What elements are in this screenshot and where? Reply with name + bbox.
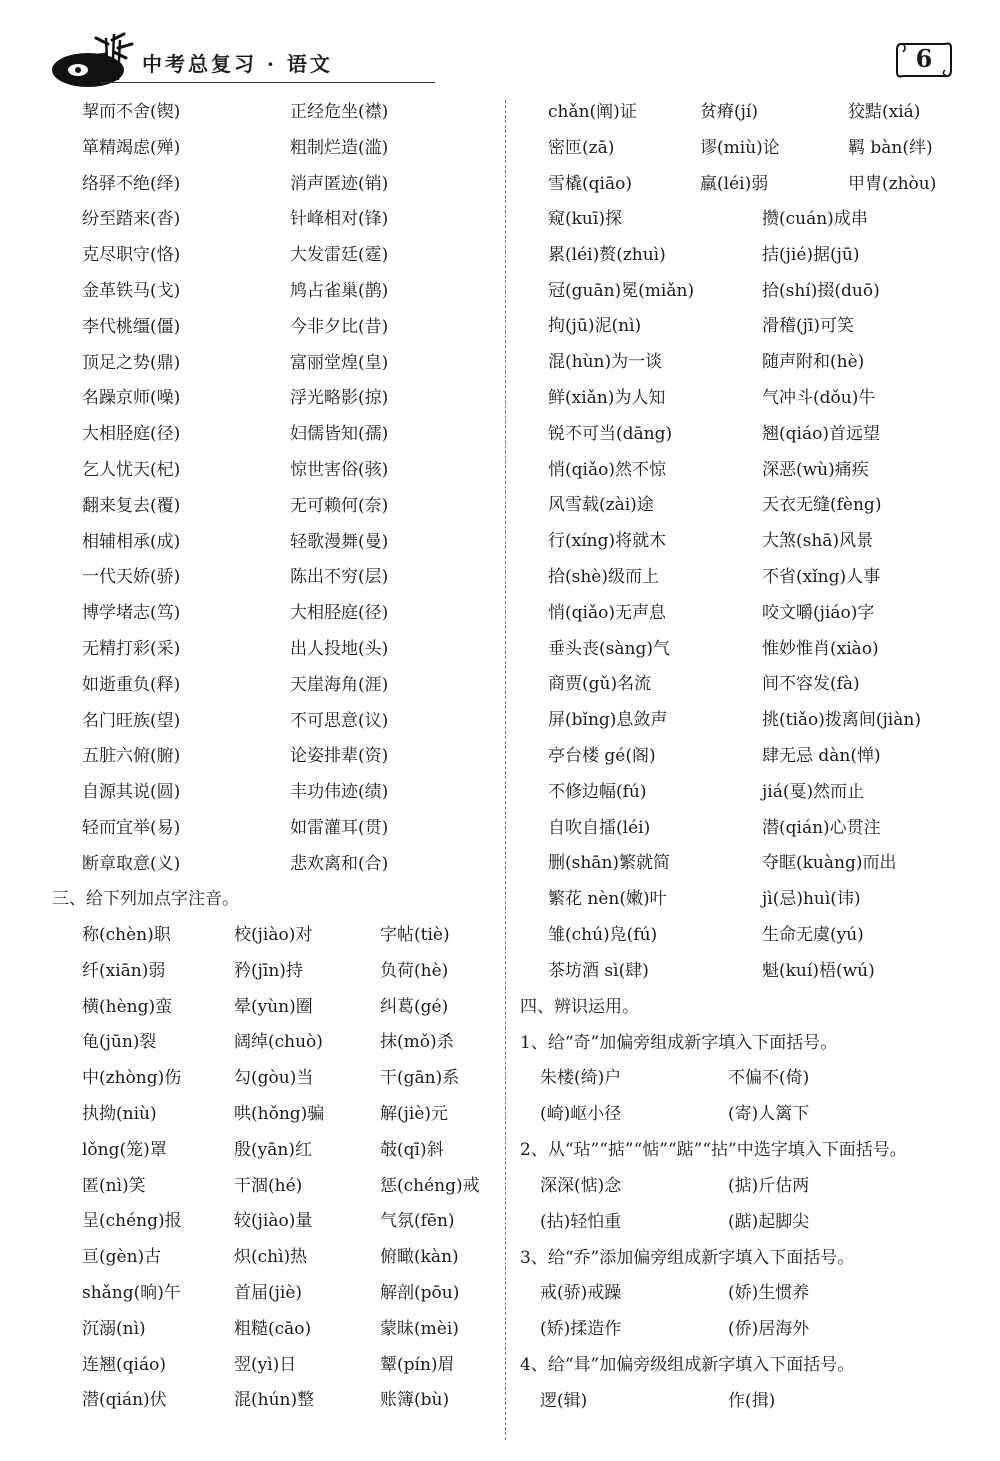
section4-q2: 2、从“玷”“掂”“惦”“踮”“拈”中选字填入下面括号。 <box>520 1140 907 1160</box>
list-item: 行(xíng)将就木 <box>548 531 667 551</box>
header-rule <box>100 82 435 83</box>
list-item: 雏(chú)凫(fú) <box>548 925 658 945</box>
list-item: 如逝重负(释) <box>82 675 181 695</box>
list-item: 轻歌漫舞(曼) <box>290 532 389 552</box>
list-item: 络驿不绝(绎) <box>82 174 181 194</box>
column-divider <box>505 100 506 1440</box>
list-item: lǒng(笼)罩 <box>82 1140 167 1160</box>
list-item: 屏(bǐng)息敛声 <box>548 710 668 730</box>
list-item: 丰功伟迹(绩) <box>290 782 389 802</box>
page-header <box>0 0 1000 95</box>
list-item: 无精打彩(采) <box>82 639 181 659</box>
list-item: 如雷灌耳(贯) <box>290 818 389 838</box>
list-item: 生命无虞(yú) <box>762 925 864 945</box>
list-item: 拾(shí)掇(duō) <box>762 281 880 301</box>
list-item: 戒(骄)戒躁 <box>540 1283 622 1303</box>
list-item: 名躁京师(噪) <box>82 388 181 408</box>
list-item: 颦(pín)眉 <box>380 1355 455 1375</box>
list-item: 逻(辑) <box>540 1391 588 1411</box>
list-item: 商贾(gǔ)名流 <box>548 674 652 694</box>
list-item: 混(hún)整 <box>234 1390 315 1410</box>
list-item: 浮光略影(掠) <box>290 388 389 408</box>
list-item: 首届(jiè) <box>234 1283 303 1303</box>
list-item: 亘(gèn)古 <box>82 1247 162 1267</box>
list-item: 粗制烂造(滥) <box>290 138 389 158</box>
yin-yang-bamboo-logo-icon <box>48 30 138 90</box>
list-item: (崎)岖小径 <box>540 1104 622 1124</box>
list-item: 拘(jū)泥(nì) <box>548 316 642 336</box>
list-item: 夺眶(kuàng)而出 <box>762 853 897 873</box>
list-item: 名门旺族(望) <box>82 711 181 731</box>
list-item: 滑稽(jī)可笑 <box>762 316 854 336</box>
list-item: 俯瞰(kàn) <box>380 1247 459 1267</box>
list-item: 拮(jié)据(jū) <box>762 245 860 265</box>
section4-q4: 4、给“咠”加偏旁级组成新字填入下面括号。 <box>520 1355 855 1375</box>
list-item: 大发雷廷(霆) <box>290 245 389 265</box>
list-item: 潜(qián)心贯注 <box>762 818 881 838</box>
list-item: 妇儒皆知(孺) <box>290 424 389 444</box>
list-item: (掂)斤估两 <box>728 1176 810 1196</box>
list-item: 不修边幅(fú) <box>548 782 647 802</box>
list-item: 炽(chì)热 <box>234 1247 308 1267</box>
list-item: 干涸(hé) <box>234 1176 303 1196</box>
list-item: 拾(shè)级而上 <box>548 567 659 587</box>
list-item: 解(jiè)元 <box>380 1104 449 1124</box>
section3-heading: 三、给下列加点字注音。 <box>52 889 239 909</box>
list-item: 五脏六俯(腑) <box>82 746 181 766</box>
list-item: 负荷(hè) <box>380 961 449 981</box>
list-item: 繁花 nèn(嫩)叶 <box>548 889 667 909</box>
list-item: 矜(jīn)持 <box>234 961 303 981</box>
list-item: 抹(mǒ)杀 <box>380 1032 454 1052</box>
list-item: 羁 bàn(绊) <box>848 138 933 158</box>
list-item: 龟(jūn)裂 <box>82 1032 157 1052</box>
list-item: 风雪载(zài)途 <box>548 495 654 515</box>
page-number: 6 <box>915 44 933 73</box>
list-item: 惟妙惟肖(xiào) <box>762 639 879 659</box>
list-item: 纠葛(gé) <box>380 997 449 1017</box>
list-item: 惊世害俗(骇) <box>290 460 389 480</box>
list-item: 翻来复去(覆) <box>82 496 181 516</box>
list-item: jì(忌)huì(讳) <box>762 889 861 909</box>
list-item: 针峰相对(锋) <box>290 209 389 229</box>
list-item: 朱楼(绮)户 <box>540 1068 622 1088</box>
list-item: 自源其说(圆) <box>82 782 181 802</box>
list-item: 横(hèng)蛮 <box>82 997 173 1017</box>
list-item: (娇)生惯养 <box>728 1283 810 1303</box>
list-item: 解剖(pōu) <box>380 1283 460 1303</box>
list-item: 纤(xiān)弱 <box>82 961 166 981</box>
list-item: 挑(tiǎo)拨离间(jiàn) <box>762 710 921 730</box>
list-item: 咬文嚼(jiáo)字 <box>762 603 875 623</box>
section4-heading: 四、辨识运用。 <box>520 997 639 1017</box>
list-item: 间不容发(fà) <box>762 674 860 694</box>
list-item: 正经危坐(襟) <box>290 102 389 122</box>
list-item: 鲜(xiǎn)为人知 <box>548 388 666 408</box>
list-item: 攲(qī)斜 <box>380 1140 444 1160</box>
list-item: 作(揖) <box>728 1391 776 1411</box>
list-item: 悄(qiǎo)然不惊 <box>548 460 666 480</box>
list-item: 悲欢离和(合) <box>290 854 389 874</box>
list-item: 箪精竭虑(殚) <box>82 138 181 158</box>
list-item: 蒙昧(mèi) <box>380 1319 459 1339</box>
section4-q1: 1、给“奇”加偏旁组成新字填入下面括号。 <box>520 1033 838 1053</box>
list-item: 呈(chéng)报 <box>82 1211 182 1231</box>
list-item: 称(chèn)职 <box>82 925 171 945</box>
list-item: 气冲斗(dǒu)牛 <box>762 388 876 408</box>
list-item: 阔绰(chuò) <box>234 1032 323 1052</box>
list-item: 累(léi)赘(zhuì) <box>548 245 666 265</box>
list-item: 不省(xǐng)人事 <box>762 567 881 587</box>
list-item: 殷(yān)红 <box>234 1140 312 1160</box>
list-item: 沉溺(nì) <box>82 1319 146 1339</box>
list-item: 顶足之势(鼎) <box>82 353 181 373</box>
list-item: 悄(qiǎo)无声息 <box>548 603 666 623</box>
list-item: 窥(kuī)探 <box>548 209 622 229</box>
list-item: 相辅相承(成) <box>82 532 181 552</box>
list-item: 深恶(wù)痛疾 <box>762 460 869 480</box>
list-item: 贫瘠(jí) <box>700 102 758 122</box>
list-item: 气氛(fēn) <box>380 1211 455 1231</box>
list-item: 肆无忌 dàn(惮) <box>762 746 881 766</box>
list-item: 天衣无缝(fèng) <box>762 495 882 515</box>
list-item: (矫)揉造作 <box>540 1319 622 1339</box>
list-item: 校(jiào)对 <box>234 925 313 945</box>
list-item: jiá(戛)然而止 <box>762 782 865 802</box>
list-item: shǎng(晌)午 <box>82 1283 181 1303</box>
list-item: 随声附和(hè) <box>762 352 865 372</box>
list-item: 无可赖何(奈) <box>290 496 389 516</box>
list-item: (寄)人篱下 <box>728 1104 810 1124</box>
list-item: 字帖(tiè) <box>380 925 450 945</box>
list-item: chǎn(阐)证 <box>548 102 637 122</box>
list-item: 一代天娇(骄) <box>82 567 181 587</box>
list-item: 羸(léi)弱 <box>700 174 769 194</box>
list-item: 富丽堂煌(皇) <box>290 353 389 373</box>
list-item: 匿(nì)笑 <box>82 1176 146 1196</box>
list-item: 甲胄(zhòu) <box>848 174 937 194</box>
list-item: 哄(hǒng)骗 <box>234 1104 325 1124</box>
list-item: 雪橇(qiāo) <box>548 174 632 194</box>
list-item: 轻而宜举(易) <box>82 818 181 838</box>
list-item: (侨)居海外 <box>728 1319 810 1339</box>
list-item: 翌(yì)日 <box>234 1355 297 1375</box>
list-item: 亭台楼 gé(阁) <box>548 746 656 766</box>
list-item: 混(hùn)为一谈 <box>548 352 663 372</box>
section4-q3: 3、给“乔”添加偏旁组成新字填入下面括号。 <box>520 1248 855 1268</box>
list-item: 不可思意(议) <box>290 711 389 731</box>
list-item: 魁(kuí)梧(wú) <box>762 961 875 981</box>
list-item: 乞人忧天(杞) <box>82 460 181 480</box>
list-item: 晕(yùn)圈 <box>234 997 313 1017</box>
list-item: 大相胫庭(径) <box>82 424 181 444</box>
list-item: 删(shān)繁就简 <box>548 853 671 873</box>
list-item: 较(jiào)量 <box>234 1211 313 1231</box>
list-item: 论姿排辈(资) <box>290 746 389 766</box>
list-item: 翘(qiáo)首远望 <box>762 424 880 444</box>
list-item: 鸠占雀巢(鹊) <box>290 281 389 301</box>
list-item: 勾(gòu)当 <box>234 1068 314 1088</box>
list-item: 连翘(qiáo) <box>82 1355 166 1375</box>
list-item: 干(gān)系 <box>380 1068 460 1088</box>
list-item: (拈)轻怕重 <box>540 1212 622 1232</box>
list-item: 自吹自擂(léi) <box>548 818 651 838</box>
list-item: (踮)起脚尖 <box>728 1212 810 1232</box>
list-item: 狡黠(xiá) <box>848 102 921 122</box>
list-item: 纷至踏来(沓) <box>82 209 181 229</box>
list-item: 大煞(shā)风景 <box>762 531 874 551</box>
list-item: 今非夕比(昔) <box>290 317 389 337</box>
list-item: 陈出不穷(层) <box>290 567 389 587</box>
list-item: 执拗(niù) <box>82 1104 157 1124</box>
list-item: 冠(guān)冕(miǎn) <box>548 281 695 301</box>
list-item: 克尽职守(恪) <box>82 245 181 265</box>
list-item: 挈而不舍(锲) <box>82 102 181 122</box>
list-item: 密匝(zā) <box>548 138 615 158</box>
list-item: 出人投地(头) <box>290 639 389 659</box>
list-item: 中(zhòng)伤 <box>82 1068 182 1088</box>
list-item: 攒(cuán)成串 <box>762 209 868 229</box>
list-item: 惩(chéng)戒 <box>380 1176 480 1196</box>
list-item: 潜(qián)伏 <box>82 1390 167 1410</box>
list-item: 锐不可当(dāng) <box>548 424 673 444</box>
list-item: 大相胫庭(径) <box>290 603 389 623</box>
list-item: 账簿(bù) <box>380 1390 450 1410</box>
list-item: 垂头丧(sàng)气 <box>548 639 670 659</box>
list-item: 天崖海角(涯) <box>290 675 389 695</box>
book-title: 中考总复习 · 语文 <box>142 52 333 76</box>
list-item: 谬(miù)论 <box>700 138 780 158</box>
list-item: 博学堵志(笃) <box>82 603 181 623</box>
list-item: 断章取意(义) <box>82 854 181 874</box>
list-item: 金革铁马(戈) <box>82 281 181 301</box>
list-item: 消声匿迹(销) <box>290 174 389 194</box>
list-item: 茶坊酒 sì(肆) <box>548 961 649 981</box>
list-item: 深深(惦)念 <box>540 1176 622 1196</box>
list-item: 粗糙(cāo) <box>234 1319 312 1339</box>
list-item: 不偏不(倚) <box>728 1068 810 1088</box>
list-item: 李代桃缰(僵) <box>82 317 181 337</box>
